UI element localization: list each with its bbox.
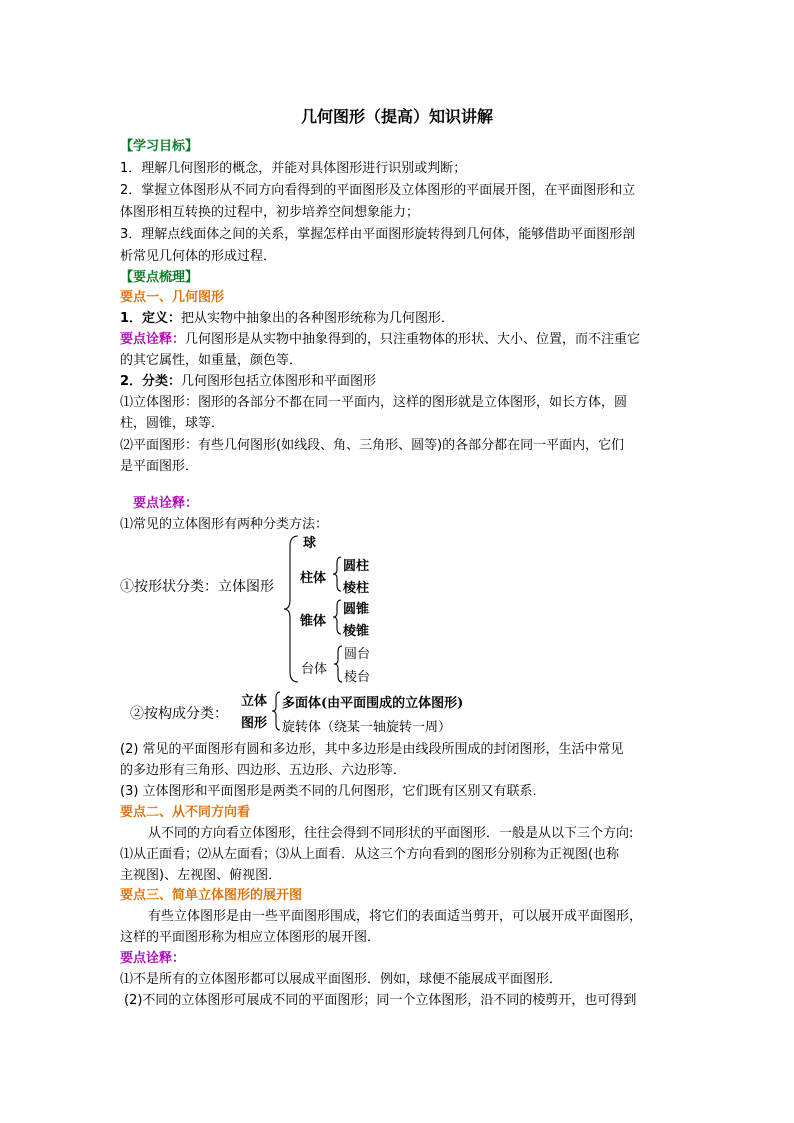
point2-line: 主视图)、左视图、俯视图． — [120, 868, 282, 883]
point3-line: 有些立体图形是由一些平面图形围成，将它们的表面适当剪开，可以展开成平面图形， — [148, 909, 643, 924]
note2-label: 要点诠释： — [133, 496, 199, 511]
tree1-lengtai: 棱台 — [344, 670, 371, 685]
point3-line: 这样的平面图形称为相应立体图形的展开图． — [120, 930, 381, 945]
tree2-rotation-body: 旋转体（绕某一轴旋转一周） — [282, 720, 452, 735]
goal-item: 1．理解几何图形的概念，并能对具体图形进行识别或判断； — [120, 161, 467, 176]
tree1-yuantai: 圆台 — [344, 647, 371, 662]
tree1-taiti: 台体 — [301, 662, 328, 677]
tree1-lengzhu: 棱柱 — [343, 581, 370, 596]
goal-item: 析常见几何体的形成过程． — [120, 249, 277, 264]
solid-figure-line: ⑴立体图形：图形的各部分不都在同一平面内，这样的图形就是立体图形，如长方体，圆 — [120, 395, 628, 410]
definition-text: 把从实物中抽象出的各种图形统称为几何图形． — [181, 311, 455, 326]
classification-text: 几何图形包括立体图形和平面图形 — [181, 374, 377, 389]
point3-heading: 要点三、简单立体图形的展开图 — [120, 888, 303, 903]
goal-item: 2．掌握立体图形从不同方向看得到的平面图形及立体图形的平面展开图，在平面图形和立 — [120, 183, 636, 198]
definition-label: 1．定义： — [120, 311, 182, 326]
tree2-polyhedron: 多面体(由平面围成的立体图形) — [282, 696, 464, 711]
tree2-root-b: 图形 — [241, 716, 268, 731]
plane-figure-note-line-cont: 的多边形有三角形、四边形、五边形、六边形等． — [120, 763, 407, 778]
tree1-zhuiti: 锥体 — [300, 614, 327, 629]
note2-intro: ⑴常见的立体图形有两种分类方法： — [120, 517, 329, 532]
zhuti-brace — [333, 556, 343, 592]
note-line-cont: 的其它属性，如重量，颜色等． — [120, 353, 303, 368]
tree2-root-a: 立体 — [241, 694, 268, 709]
note-text: 几何图形是从实物中抽象得到的，只注重物体的形状、大小、位置，而不注重它 — [185, 332, 641, 347]
classification-line — [120, 372, 376, 392]
tree2-lead: ②按构成分类： — [130, 706, 228, 722]
tree1-zhuti: 柱体 — [300, 571, 327, 586]
zhuiti-brace — [333, 599, 343, 635]
review-header: 【要点梳理】 — [120, 270, 199, 285]
tree1-lead: ①按形状分类：立体图形 — [120, 579, 274, 595]
definition-line — [120, 309, 454, 329]
plane-figure-line-cont: 是平面图形． — [120, 459, 199, 474]
solid-figure-line-cont: 柱，圆锥，球等． — [120, 416, 225, 431]
page-title: 几何图形（提高）知识讲解 — [300, 107, 493, 126]
goal-item: 体图形相互转换的过程中，初步培养空间想象能力； — [120, 205, 420, 220]
note-label: 要点诠释： — [120, 332, 186, 347]
goals-header: 【学习目标】 — [120, 139, 199, 154]
point3-note-item: (2)不同的立体图形可展成不同的平面图形；同一个立体图形，沿不同的棱剪开，也可得到 — [124, 993, 637, 1008]
taiti-brace — [334, 645, 344, 683]
classification-label: 2．分类： — [120, 374, 182, 389]
point2-heading: 要点二、从不同方向看 — [120, 805, 251, 820]
point3-note-label: 要点诠释： — [120, 951, 186, 966]
point2-line: 从不同的方向看立体图形，往往会得到不同形状的平面图形．一般是从以下三个方向: — [148, 826, 634, 841]
tree1-lengzhui: 棱锥 — [343, 624, 370, 639]
point3-note-item: ⑴不是所有的立体图形都可以展成平面图形．例如，球便不能展成平面图形． — [120, 972, 563, 987]
relation-note-line: (3) 立体图形和平面图形是两类不同的几何图形，它们既有区别又有联系． — [120, 784, 546, 799]
tree2-brace — [272, 691, 282, 731]
plane-figure-note-line: (2) 常见的平面图形有圆和多边形，其中多边形是由线段所围成的封闭图形，生活中常见 — [120, 742, 624, 757]
tree1-ball: 球 — [303, 536, 317, 551]
tree1-yuanzhui: 圆锥 — [343, 602, 370, 617]
plane-figure-line: ⑵平面图形：有些几何图形(如线段、角、三角形、圆等)的各部分都在同一平面内，它们 — [120, 438, 625, 453]
point2-line: ⑴从正面看；⑵从左面看；⑶从上面看．从这三个方向看到的图形分别称为正视图(也称 — [120, 847, 620, 862]
note-line — [120, 330, 640, 350]
tree1-yuanzhu: 圆柱 — [343, 559, 370, 574]
point1-heading: 要点一、几何图形 — [120, 290, 225, 305]
goal-item: 3．理解点线面体之间的关系，掌握怎样由平面图形旋转得到几何体，能够借助平面图形剖 — [120, 227, 636, 242]
